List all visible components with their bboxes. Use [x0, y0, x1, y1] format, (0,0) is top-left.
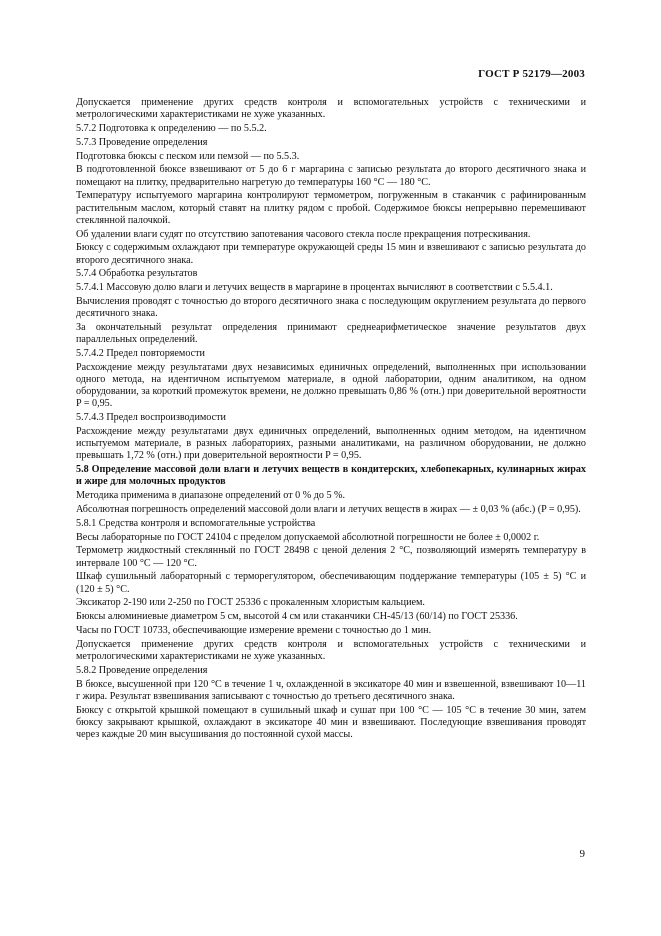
paragraph: За окончательный результат определения принимают среднеарифметическое значение результатов двух параллельных определений.: [76, 321, 586, 346]
paragraph: Допускается применение других средств контроля и вспомогательных устройств с техническими и метрологическими характеристиками не хуже указанных.: [76, 97, 586, 121]
section-heading: 5.7.4.2 Предел повторяемости: [76, 347, 205, 359]
section-heading: 5.7.2 Подготовка к определению — по 5.5.2.: [76, 123, 267, 134]
paragraph: В бюксе, высушенной при 120 °С в течение 1 ч, охлажденной в эксикаторе 40 мин и взвешенной, взвешивают 10—11 г жира. Результат взвешивания записывают с точностью до третьего десятичного знака.: [76, 678, 586, 702]
paragraph: Часы по ГОСТ 10733, обеспечивающие измерение времени с точностью до 1 мин.: [76, 624, 432, 636]
paragraph: Шкаф сушильный лабораторный с терморегулятором, обеспечивающим поддержание температуры (105 ± 5) °С и (120 ± 5) °С.: [76, 571, 586, 595]
section-heading-bold: 5.8 Определение массовой доли влаги и летучих веществ в кондитерских, хлебопекарных, кулинарных жирах и жире для молочных продуктов: [76, 464, 586, 488]
paragraph: Бюксы алюминиевые диаметром 5 см, высотой 4 см или стаканчики СН-45/13 (60/14) по ГОСТ 25336.: [76, 611, 518, 623]
document-id-header: ГОСТ Р 52179—2003: [478, 68, 585, 80]
section-heading: 5.8.1 Средства контроля и вспомогательные устройства: [76, 517, 316, 529]
paragraph: Абсолютная погрешность определений массовой доли влаги и летучих веществ в жирах — ± 0,03 % (абс.) (P = 0,95).: [76, 503, 581, 515]
section-heading: 5.7.3 Проведение определения: [76, 136, 208, 148]
paragraph: Расхождение между результатами двух независимых единичных определений, выполненных при использовании одного метода, на идентичном испытуемом материале, в одной лаборатории, одним аналитиком, на одном оборудовании, за короткий промежуток времени, не должно превышать 0,86 % (отн.) при доверительной вероятности P = 0,95.: [76, 361, 586, 410]
paragraph: Расхождение между результатами двух единичных определений, выполненных одним методом, на идентичном испытуемом материале, в разных лабораториях, разными аналитиками, на различном оборудовании, не должно превышать 1,72 % (отн.) при доверительной вероятности P = 0,95.: [76, 425, 586, 462]
paragraph: Вычисления проводят с точностью до второго десятичного знака с последующим округлением результата до первого десятичного знака.: [76, 295, 586, 320]
section-heading: 5.7.4 Обработка результатов: [76, 268, 198, 280]
page-number: 9: [579, 848, 585, 860]
paragraph: Термометр жидкостный стеклянный по ГОСТ 28498 с ценой деления 2 °С, позволяющий измерять температуру в интервале 100 °С — 120 °С.: [76, 545, 586, 569]
paragraph: Бюксу с открытой крышкой помещают в сушильный шкаф и сушат при 100 °С — 105 °С в течение 30 мин, затем бюксу закрывают крышкой, охлаждают в эксикаторе 40 мин и взвешивают. Последующие взвешивания проводят через каждые 20 мин высушивания до постоянной сухой массы.: [76, 704, 586, 740]
paragraph: Об удалении влаги судят по отсутствию запотевания часового стекла после прекращения потрескивания.: [76, 228, 531, 240]
paragraph: Допускается применение других средств контроля и вспомогательных устройств с техническими и метрологическими характеристиками не хуже указанных.: [76, 638, 586, 662]
paragraph: В подготовленной бюксе взвешивают от 5 до 6 г маргарина с записью результата до второго десятичного знака и помещают на плитку, предварительно нагретую до температуры 160 °С — 180 °С.: [76, 164, 586, 188]
section-heading: 5.7.4.3 Предел воспроизводимости: [76, 412, 226, 424]
section-heading: 5.8.2 Проведение определения: [76, 664, 208, 676]
paragraph: Температуру испытуемого маргарина контролируют термометром, погруженным в стаканчик с рафинированным растительным маслом, который ставят на плитку рядом с пробой. Содержимое бюксы непрерывно перемешивают стеклянной палочкой.: [76, 190, 586, 226]
paragraph: Подготовка бюксы с песком или пемзой — по 5.5.3.: [76, 150, 300, 162]
paragraph: Методика применима в диапазоне определений от 0 % до 5 %.: [76, 490, 346, 502]
paragraph: Весы лабораторные по ГОСТ 24104 с пределом допускаемой абсолютной погрешности не более ± 0,0002 г.: [76, 531, 540, 543]
document-body: [76, 97, 586, 743]
paragraph: Эксикатор 2-190 или 2-250 по ГОСТ 25336 с прокаленным хлористым кальцием.: [76, 597, 425, 609]
paragraph: Бюксу с содержимым охлаждают при температуре окружающей среды 15 мин и взвешивают с записью результата до второго десятичного знака.: [76, 242, 586, 266]
paragraph: 5.7.4.1 Массовую долю влаги и летучих веществ в маргарине в процентах вычисляют в соответствии с 5.5.4.1.: [76, 282, 553, 294]
